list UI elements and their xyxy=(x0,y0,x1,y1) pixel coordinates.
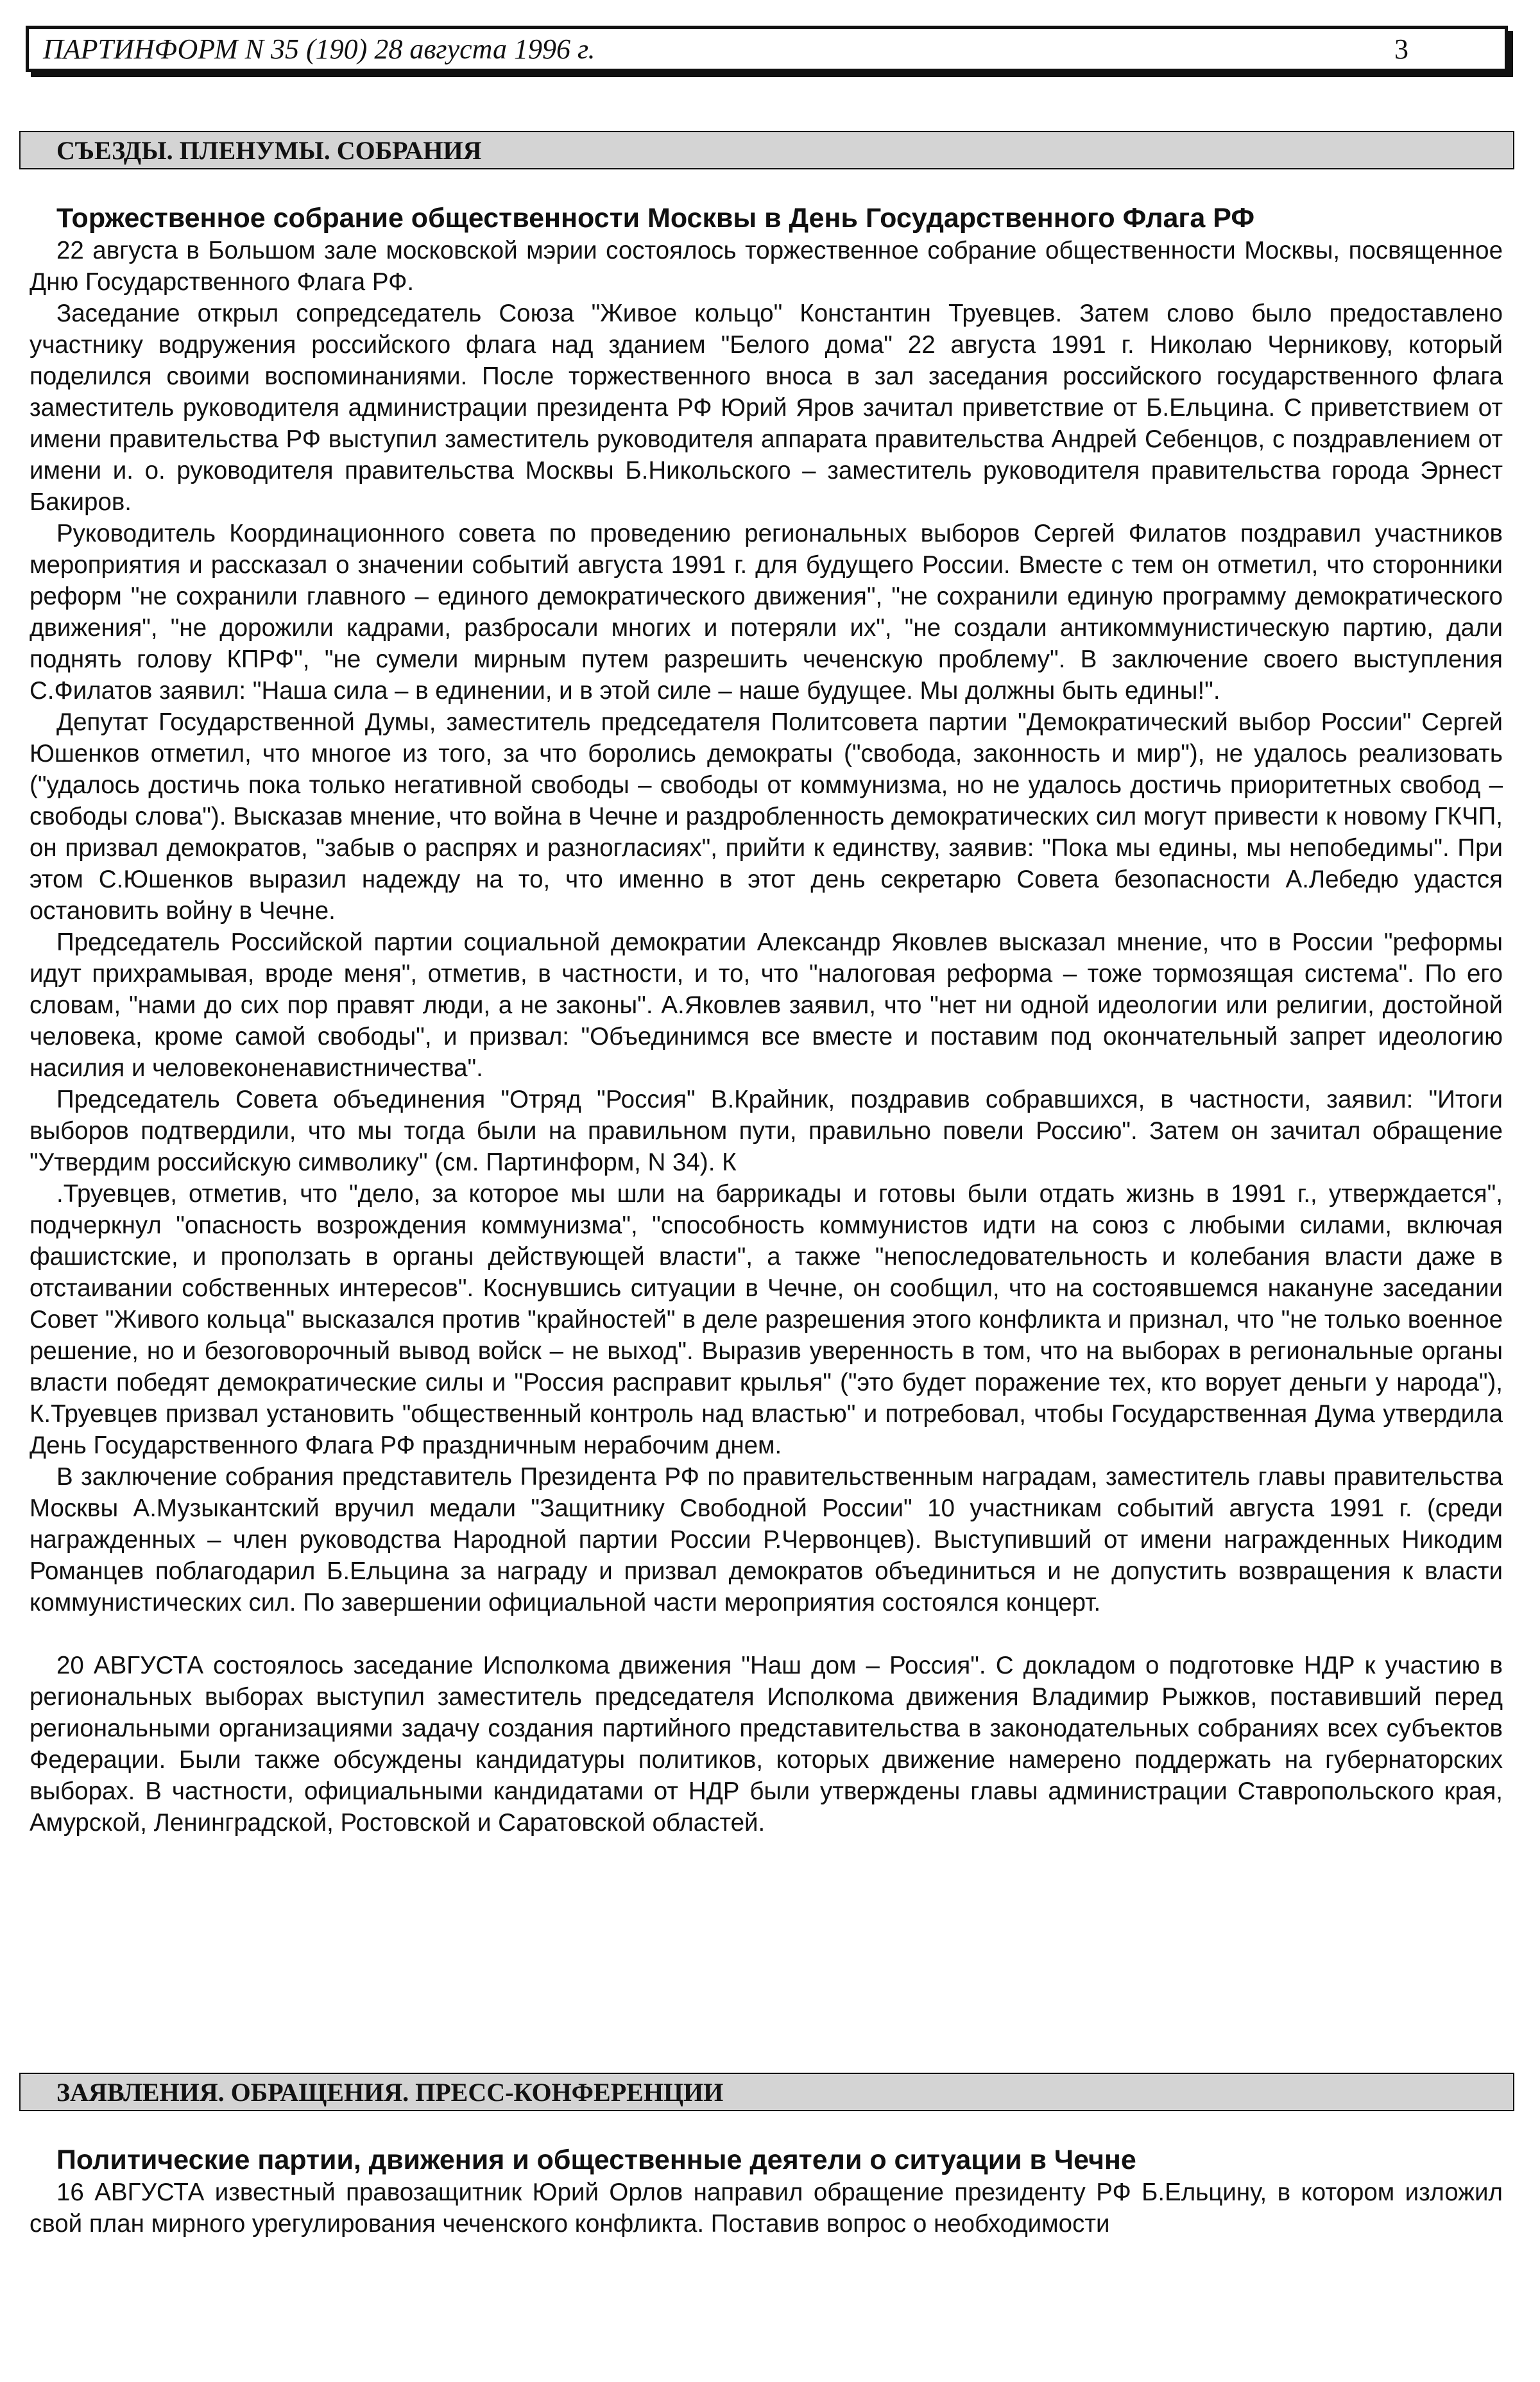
article-title: Торжественное собрание общественности Москвы в День Государственного Флага РФ xyxy=(56,203,1255,234)
article-paragraph: 16 АВГУСТА известный правозащитник Юрий Орлов направил обращение президенту РФ Б.Ельцину, в котором изложил свой план мирного урегулирования чеченского конфликта. Поставив вопрос о необходимости xyxy=(30,2179,1503,2238)
article-paragraph: .Труевцев, отметив, что "дело, за которое мы шли на баррикады и готовы были отдать жизнь в 1991 г., утверждается", подчеркнул "опасность возрождения коммунизма", "способность коммунистов идти на союз с любыми силами, включая фашистские, и проползать в органы действующей власти", а также "непоследовательность и колебания власти даже в отстаивании собственных интересов". Коснувшись ситуации в Чечне, он сообщил, что на состоявшемся накануне заседании Совет "Живого кольца" высказался против "крайностей" в деле разрешения этого конфликта и признал, что "не только военное решение, но и безоговорочный вывод войск – не выход". Выразив уверенность в том, что на выборах в региональные органы власти победят демократические силы и "Россия расправит крылья" ("это будет поражение тех, кто ворует деньги у народа"), К.Труевцев призвал установить "общественный контроль над властью" и потребовал, чтобы Государственная Дума утвердила День Государственного Флага РФ праздничным нерабочим днем. xyxy=(30,1180,1503,1459)
article-paragraph: 22 августа в Большом зале московской мэрии состоялось торжественное собрание общественности Москвы, посвященное Дню Государственного Флага РФ. xyxy=(30,237,1503,296)
section-heading-bar xyxy=(19,131,1514,169)
article-paragraph: Председатель Российской партии социальной демократии Александр Яковлев высказал мнение, что в России "реформы идут прихрамывая, вроде меня", отметив, в частности, и то, что "налоговая реформа – тоже тормозящая система". По его словам, "нами до сих пор правят люди, а не законы". А.Яковлев заявил, что "нет ни одной идеологии или религии, достойной человека, кроме самой свободы", и призвал: "Объединимся все вместе и поставим под окончательный запрет идеологию насилия и человеконенавистничества". xyxy=(30,929,1503,1082)
section-heading: ЗАЯВЛЕНИЯ. ОБРАЩЕНИЯ. ПРЕСС-КОНФЕРЕНЦИИ xyxy=(56,2078,724,2107)
article-paragraph: В заключение собрания представитель Президента РФ по правительственным наградам, заместитель главы правительства Москвы А.Музыкантский вручил медали "Защитнику Свободной России" 10 участникам событий августа 1991 г. (среди награжденных – член руководства Народной партии России Р.Червонцев). Выступивший от имени награжденных Никодим Романцев поблагодарил Б.Ельцина за награду и призвал демократов объединиться и не допустить возвращения к власти коммунистических сил. По завершении официальной части мероприятия состоялся концерт. xyxy=(30,1463,1503,1616)
news-item-ndr: 20 АВГУСТА состоялось заседание Исполкома движения "Наш дом – Россия". С докладом о подготовке НДР к участию в региональных выборах выступил заместитель председателя Исполкома движения Владимир Рыжков, поставивший перед региональными организациями задачу создания партийного представительства в законодательных собраниях всех субъектов Федерации. Были также обсуждены кандидатуры политиков, которых движение намерено поддержать на губернаторских выборах. В частности, официальными кандидатами от НДР были утверждены главы администрации Ставропольского края, Амурской, Ленинградской, Ростовской и Саратовской областей. xyxy=(30,1652,1503,1837)
article-chechnya xyxy=(30,2143,1503,2240)
issue-title: ПАРТИНФОРМ N 35 (190) 28 августа 1996 г. xyxy=(43,33,595,65)
article-paragraph: Председатель Совета объединения "Отряд "Россия" В.Крайник, поздравив собравшихся, в частности, заявил: "Итоги выборов подтвердили, что мы тогда были на правильном пути, правильно повели Россию". Затем он зачитал обращение "Утвердим российскую символику" (см. Партинформ, N 34). К xyxy=(30,1086,1503,1176)
article-paragraph: Заседание открыл сопредседатель Союза "Живое кольцо" Константин Труевцев. Затем слово было предоставлено участнику водружения российского флага над зданием "Белого дома" 22 августа 1991 г. Николаю Черникову, который поделился своими воспоминаниями. После торжественного вноса в зал заседания российского государственного флага заместитель руководителя администрации президента РФ Юрий Яров зачитал приветствие от Б.Ельцина. С приветствием от имени правительства РФ выступил заместитель руководителя аппарата правительства Андрей Себенцов, с поздравлением от имени и. о. руководителя правительства Москвы Б.Никольского – заместитель руководителя правительства города Эрнест Бакиров. xyxy=(30,300,1503,516)
section-heading: СЪЕЗДЫ. ПЛЕНУМЫ. СОБРАНИЯ xyxy=(56,136,482,165)
section-heading-bar xyxy=(19,2073,1514,2111)
article-flag-day xyxy=(30,201,1503,1838)
paragraph-gap xyxy=(30,1618,1503,1650)
page-header xyxy=(26,26,1508,72)
article-paragraph: Депутат Государственной Думы, заместитель председателя Политсовета партии "Демократический выбор России" Сергей Юшенков отметил, что многое из того, за что боролись демократы ("свобода, законность и мир"), не удалось реализовать ("удалось достичь пока только негативной свободы – свободы от коммунизма, но не удалось достичь приоритетных свобод – свободы слова"). Высказав мнение, что война в Чечне и раздробленность демократических сил могут привести к новому ГКЧП, он призвал демократов, "забыв о распрях и разногласиях", прийти к единству, заявив: "Пока мы едины, мы непобедимы". При этом С.Юшенков выразил надежду на то, что именно в этот день секретарю Совета безопасности А.Лебедю удастся остановить войну в Чечне. xyxy=(30,708,1503,925)
article-paragraph: Руководитель Координационного совета по проведению региональных выборов Сергей Филатов поздравил участников мероприятия и рассказал о значении событий августа 1991 г. для будущего России. Вместе с тем он отметил, что сторонники реформ "не сохранили главного – единого демократического движения", "не сохранили единую программу демократического движения", "не дорожили кадрами, разбросали многих и потеряли их", "не создали антикоммунистическую партию, дали поднять голову КПРФ", "не сумели мирным путем разрешить чеченскую проблему". В заключение своего выступления С.Филатов заявил: "Наша сила – в единении, и в этой силе – наше будущее. Мы должны быть едины!". xyxy=(30,520,1503,705)
article-title: Политические партии, движения и общественные деятели о ситуации в Чечне xyxy=(56,2145,1136,2175)
page-number: 3 xyxy=(1394,33,1408,65)
